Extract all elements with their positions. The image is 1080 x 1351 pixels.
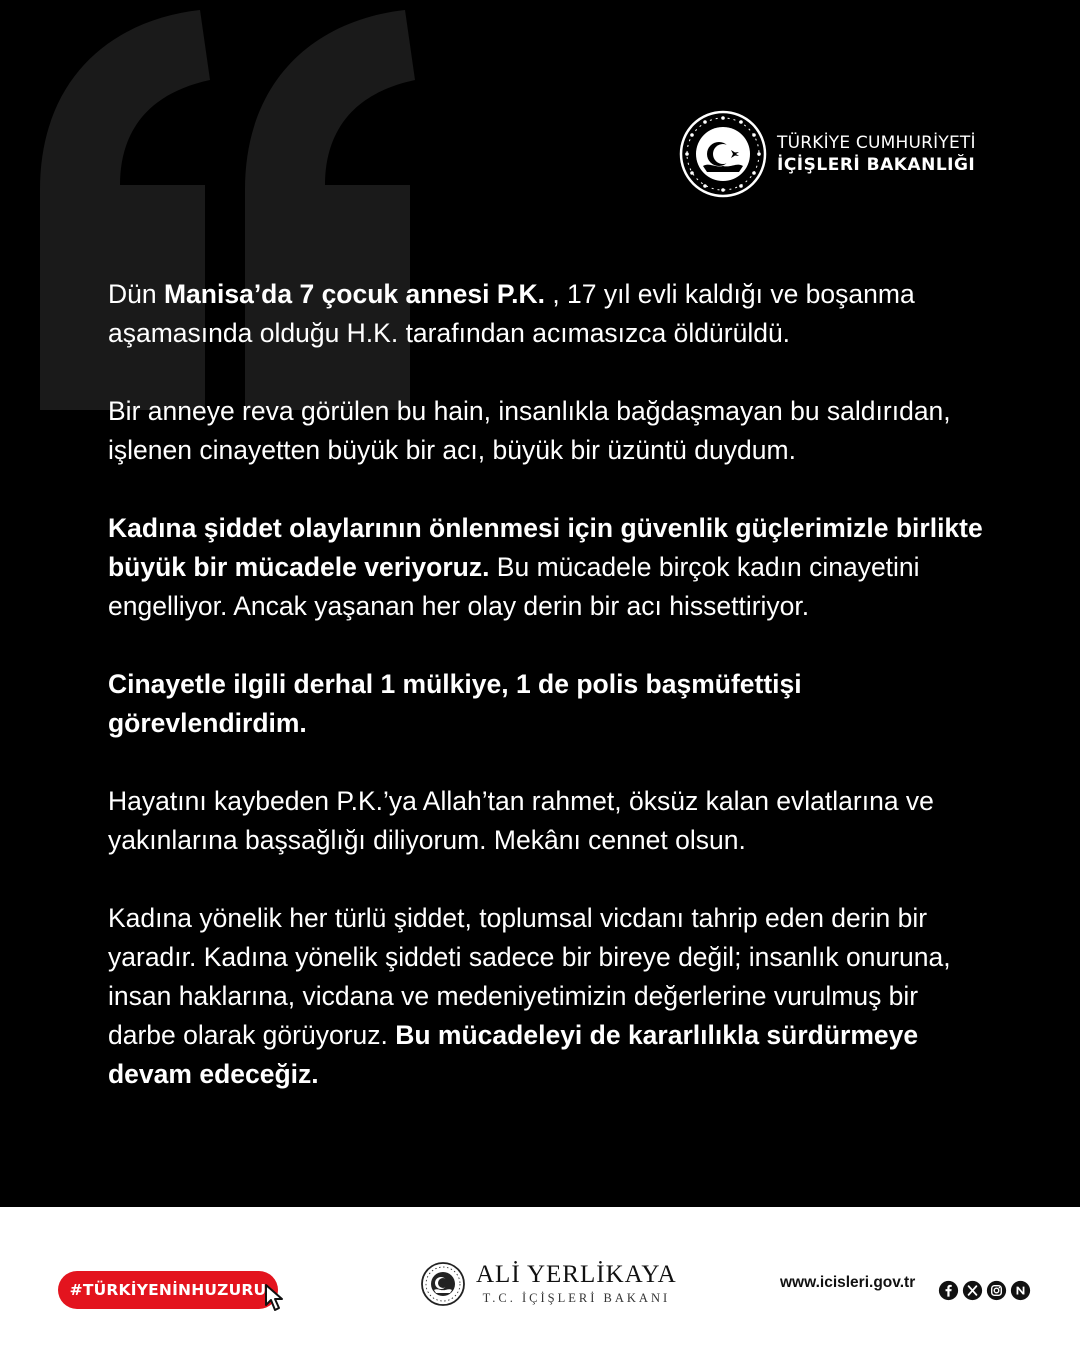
paragraph-1: Dün Manisa’da 7 çocuk annesi P.K. , 17 yıl evli kaldığı ve boşanma aşamasında olduğu H.K. tarafından acımasızca öldürüldü.: [108, 279, 915, 348]
ministry-emblem-icon: [679, 110, 767, 198]
facebook-icon[interactable]: [938, 1280, 959, 1301]
paragraph-3: Kadına şiddet olaylarının önlenmesi için güvenlik güçlerimizle birlikte büyük bir mücadele veriyoruz. Bu mücadele birçok kadın cinayetini engelliyor. Ancak yaşanan her olay derin bir acı hissettiriyor.: [108, 513, 983, 621]
footer-bar: [0, 1207, 1080, 1351]
paragraph-6: Kadına yönelik her türlü şiddet, toplumsal vicdanı tahrip eden derin bir yaradır. Kadına yönelik şiddeti sadece bir bireye değil; insanlık onuruna, insan haklarına, vicdana ve medeniyetimizin değerlerine vurulmuş bir darbe olarak görüyoruz. Bu mücadeleyi de kararlılıkla sürdürmeye devam edeceğiz.: [108, 903, 951, 1089]
ministry-seal-icon: [420, 1261, 466, 1307]
ministry-logo: [679, 110, 976, 198]
paragraph-5: Hayatını kaybeden P.K.’ya Allah’tan rahmet, öksüz kalan evlatlarına ve yakınlarına başsağlığı diliyorum. Mekânı cennet olsun.: [108, 786, 934, 855]
bold-text: Cinayetle ilgili derhal 1 mülkiye, 1 de polis başmüfettişi görevlendirdim.: [108, 669, 802, 738]
social-links: [938, 1280, 1031, 1301]
org-name-line2: İÇİŞLERİ BAKANLIĞI: [777, 155, 976, 175]
org-name-line1: TÜRKİYE CUMHURİYETİ: [777, 133, 976, 153]
cursor-pointer-icon: [263, 1283, 291, 1313]
website-link[interactable]: www.icisleri.gov.tr: [780, 1274, 916, 1291]
paragraph-2: Bir anneye reva görülen bu hain, insanlıkla bağdaşmayan bu saldırıdan, işlenen cinayetten büyük bir acı, büyük bir üzüntü duydum.: [108, 396, 951, 465]
x-icon[interactable]: [962, 1280, 983, 1301]
paragraph-4: [108, 665, 988, 743]
bold-text: Kadına şiddet olaylarının önlenmesi için güvenlik güçlerimizle birlikte büyük bir mücadele veriyoruz.: [108, 513, 983, 582]
nsosyal-icon[interactable]: [1010, 1280, 1031, 1301]
statement-text: [108, 275, 988, 1133]
minister-name: ALİ YERLİKAYA: [476, 1261, 677, 1288]
bold-text: Bu mücadeleyi de kararlılıkla sürdürmeye devam edeceğiz.: [108, 1020, 919, 1089]
bold-text: Manisa’da 7 çocuk annesi P.K.: [163, 279, 545, 309]
minister-signature: [420, 1261, 677, 1307]
hashtag-button[interactable]: #TÜRKİYENİNHUZURU: [58, 1271, 278, 1309]
minister-title: T.C. İÇİŞLERİ BAKANI: [482, 1291, 671, 1305]
instagram-icon[interactable]: [986, 1280, 1007, 1301]
